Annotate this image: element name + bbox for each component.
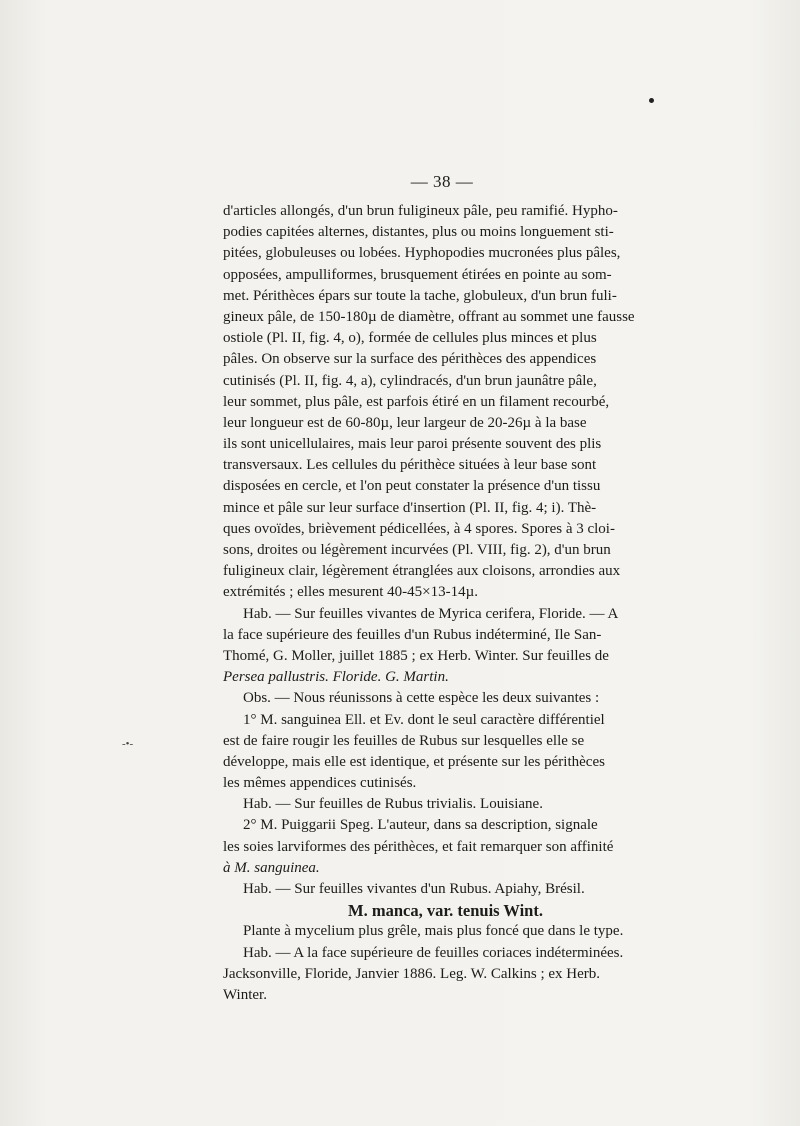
text-line: sons, droites ou légèrement incurvées (Pl. VIII, fig. 2), d'un brun [223, 542, 611, 558]
text-line: leur sommet, plus pâle, est parfois étiré en un filament recourbé, [223, 393, 610, 410]
page-number: — 38 — [410, 172, 474, 191]
habitat-line: Hab. — A la face supérieure de feuilles coriaces indéterminées. [243, 944, 624, 961]
text-line: Jacksonville, Floride, Janvier 1886. Leg. W. Calkins ; ex Herb. [223, 965, 601, 982]
text-line: pitées, globuleuses ou lobées. Hyphopodies mucronées plus pâles, [223, 245, 621, 262]
text-line: mince et pâle sur leur surface d'insertion (Pl. II, fig. 4; i). Thè- [223, 499, 597, 516]
text-line: pâles. On observe sur la surface des périthèces des appendices [223, 351, 597, 368]
text-line: les soies larviformes des périthèces, et fait remarquer son affinité [223, 838, 614, 855]
text-line: fuligineux clair, légèrement étranglées aux cloisons, arrondies aux [223, 563, 621, 580]
text-line: est de faire rougir les feuilles de Rubus sur lesquelles elle se [223, 732, 585, 749]
species-line: 1° M. sanguinea Ell. et Ev. dont le seul caractère différentiel [243, 711, 605, 728]
species-line: 2° M. Puiggarii Speg. L'auteur, dans sa description, signale [243, 817, 598, 834]
habitat-line: Hab. — Sur feuilles vivantes de Myrica cerifera, Floride. — A [243, 605, 619, 622]
text-body [223, 201, 668, 1006]
margin-mark: -•- [122, 738, 134, 750]
text-line: leur longueur est de 60-80µ, leur largeur de 20-26µ à la base [223, 414, 587, 431]
text-line: disposées en cercle, et l'on peut constater la présence d'un tissu [223, 478, 601, 495]
text-line: Thomé, G. Moller, juillet 1885 ; ex Herb. Winter. Sur feuilles de [223, 647, 609, 664]
text-line: ils sont unicellulaires, mais leur paroi présente souvent des plis [223, 436, 602, 453]
text-line: la face supérieure des feuilles d'un Rubus indéterminé, Ile San- [223, 626, 602, 643]
text-line: met. Périthèces épars sur toute la tache, globuleux, d'un brun fuli- [223, 287, 617, 304]
text-line: ostiole (Pl. II, fig. 4, o), formée de cellules plus minces et plus [223, 330, 597, 347]
text-line: cutinisés (Pl. II, fig. 4, a), cylindracés, d'un brun jaunâtre pâle, [223, 372, 597, 389]
text-line: opposées, ampulliformes, brusquement étirées en pointe au som- [223, 266, 612, 283]
text-line: les mêmes appendices cutinisés. [223, 775, 417, 792]
habitat-line: Hab. — Sur feuilles vivantes d'un Rubus. Apiahy, Brésil. [243, 881, 585, 897]
text-line: à M. sanguinea. [223, 859, 320, 876]
text-line: d'articles allongés, d'un brun fuligineux pâle, peu ramifié. Hypho- [223, 203, 618, 219]
text-line: extrémités ; elles mesurent 40-45×13-14µ. [223, 584, 478, 601]
text-line: podies capitées alternes, distantes, plus ou moins longuement sti- [223, 224, 614, 241]
text-line: ques ovoïdes, brièvement pédicellées, à 4 spores. Spores à 3 cloi- [223, 520, 615, 537]
ink-speck [649, 98, 654, 103]
text-line: Winter. [223, 986, 267, 1003]
text-line: transversaux. Les cellules du périthèce situées à leur base sont [223, 457, 597, 474]
species-heading: M. manca, var. tenuis Wint. [348, 901, 543, 921]
obs-line: Obs. — Nous réunissons à cette espèce les deux suivantes : [243, 690, 600, 707]
text-line: gineux pâle, de 150-180µ de diamètre, offrant au sommet une fausse [223, 308, 635, 325]
text-line: Plante à mycelium plus grêle, mais plus foncé que dans le type. [243, 923, 624, 940]
habitat-line: Hab. — Sur feuilles de Rubus trivialis. Louisiane. [243, 796, 543, 813]
text-line: développe, mais elle est identique, et présente sur les périthèces [223, 753, 605, 770]
text-line: Persea pallustris. Floride. G. Martin. [223, 669, 449, 686]
